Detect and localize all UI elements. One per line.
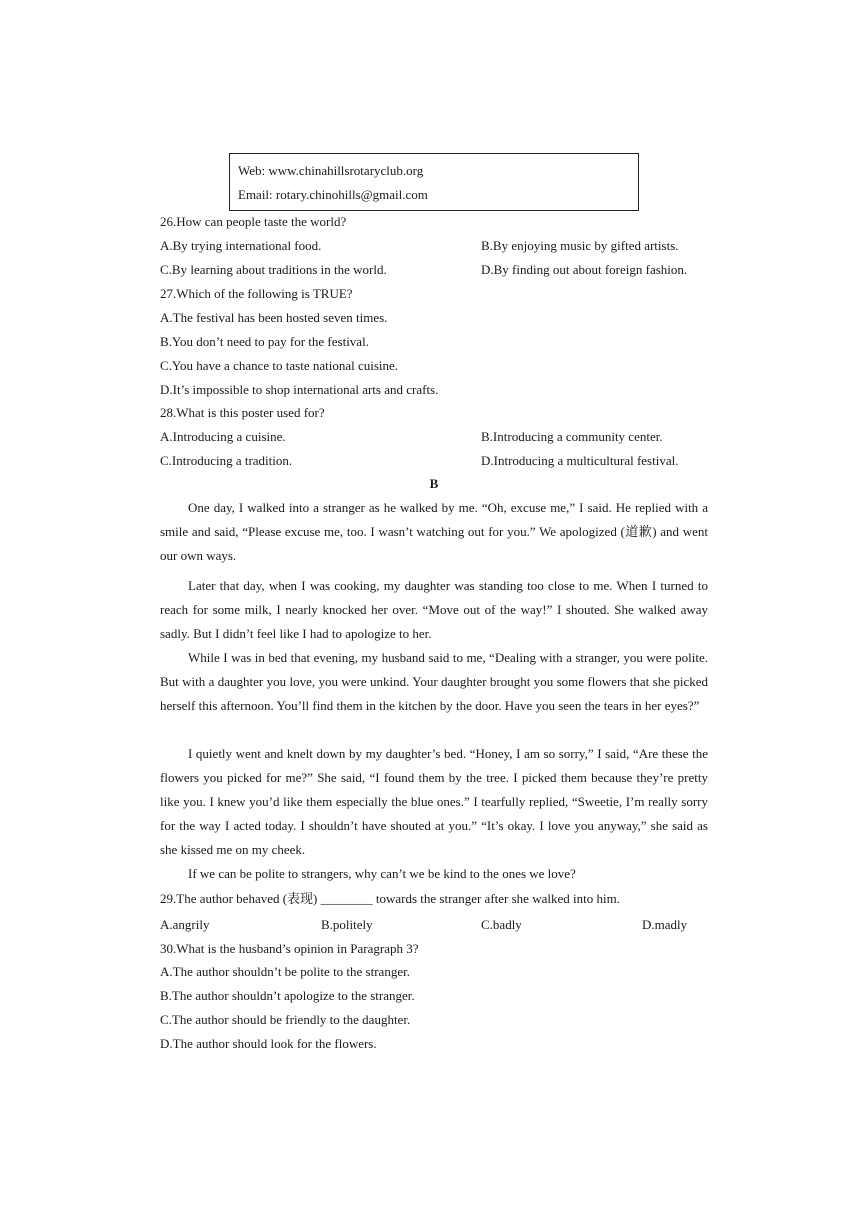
option-28-a: A.Introducing a cuisine.	[160, 429, 286, 444]
option-28-d: D.Introducing a multicultural festival.	[481, 453, 679, 468]
passage-paragraph-1: One day, I walked into a stranger as he walked by me. “Oh, excuse me,” I said. He replied with a smile and said, “Please excuse me, too. I wasn’t watching out for you.” We apologized (道歉) and went our own ways.	[160, 500, 708, 563]
passage-paragraph-3: While I was in bed that evening, my husband said to me, “Dealing with a stranger, you were polite. But with a daughter you love, you were unkind. Your daughter brought you some flowers that she picked herself this afternoon. You’ll find them in the kitchen by the door. Have you seen the tears in her eyes?”	[160, 650, 708, 713]
option-29-d: D.madly	[642, 917, 688, 932]
contact-box	[229, 153, 639, 211]
option-26-a: A.By trying international food.	[160, 238, 322, 253]
option-30-a: A.The author shouldn’t be polite to the stranger.	[160, 964, 410, 979]
option-29-c: C.badly	[481, 917, 522, 932]
question-30: 30.What is the husband’s opinion in Paragraph 3?	[160, 941, 419, 956]
option-28-b: B.Introducing a community center.	[481, 429, 663, 444]
option-29-a: A.angrily	[160, 917, 210, 932]
question-28: 28.What is this poster used for?	[160, 405, 325, 420]
option-26-d: D.By finding out about foreign fashion.	[481, 262, 688, 277]
option-30-d: D.The author should look for the flowers.	[160, 1036, 377, 1051]
option-26-b: B.By enjoying music by gifted artists.	[481, 238, 679, 253]
option-27-b: B.You don’t need to pay for the festival.	[160, 334, 369, 349]
option-27-a: A.The festival has been hosted seven times.	[160, 310, 388, 325]
section-heading: B	[429, 476, 439, 491]
option-28-c: C.Introducing a tradition.	[160, 453, 293, 468]
option-27-d: D.It’s impossible to shop international arts and crafts.	[160, 382, 439, 397]
question-26: 26.How can people taste the world?	[160, 214, 347, 229]
option-30-b: B.The author shouldn’t apologize to the stranger.	[160, 988, 415, 1003]
passage-paragraph-5: If we can be polite to strangers, why can’t we be kind to the ones we love?	[188, 866, 576, 881]
question-27: 27.Which of the following is TRUE?	[160, 286, 353, 301]
contact-web: Web: www.chinahillsrotaryclub.org	[238, 163, 424, 178]
contact-email: Email: rotary.chinohills@gmail.com	[238, 187, 428, 202]
passage-paragraph-2: Later that day, when I was cooking, my daughter was standing too close to me. When I turned to reach for some milk, I nearly knocked her over. “Move out of the way!” I shouted. She walked away sadly. But I didn’t feel like I had to apologize to her.	[160, 578, 708, 641]
option-30-c: C.The author should be friendly to the daughter.	[160, 1012, 411, 1027]
option-26-c: C.By learning about traditions in the world.	[160, 262, 387, 277]
option-29-b: B.politely	[321, 917, 373, 932]
option-27-c: C.You have a chance to taste national cuisine.	[160, 358, 399, 373]
question-29: 29.The author behaved (表现) ________ towards the stranger after she walked into him.	[160, 891, 620, 906]
passage-paragraph-4: I quietly went and knelt down by my daughter’s bed. “Honey, I am so sorry,” I said, “Are these the flowers you picked for me?” She said, “I found them by the tree. I picked them because they’re pretty like you. I knew you’d like them especially the blue ones.” I tearfully replied, “Sweetie, I’m really sorry for the way I acted today. I shouldn’t have shouted at you.” “It’s okay. I love you anyway,” she said as she kissed me on my cheek.	[160, 746, 708, 857]
